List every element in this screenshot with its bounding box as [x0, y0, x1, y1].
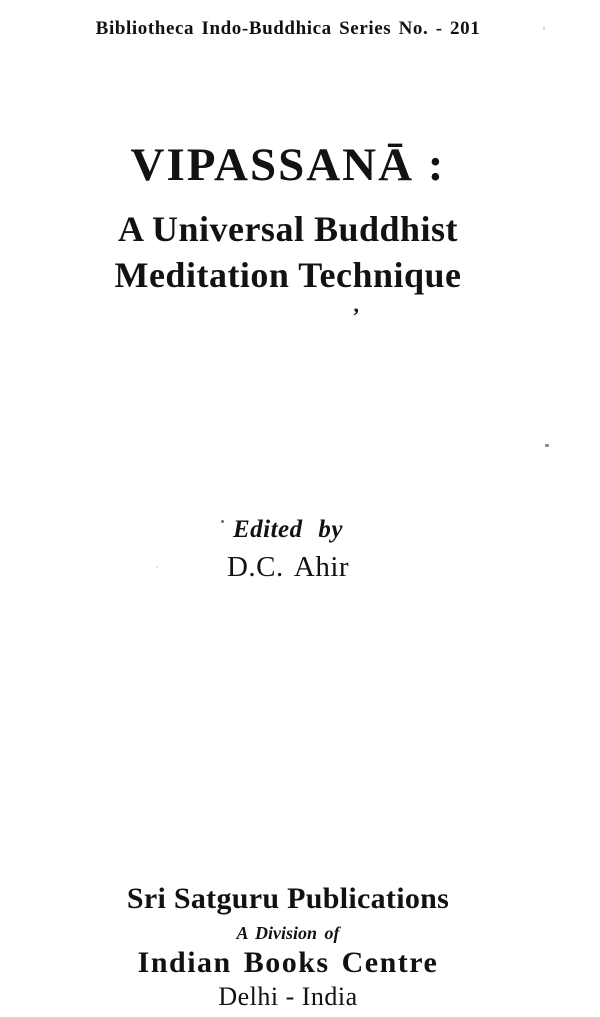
series-header: Bibliotheca Indo-Buddhica Series No. - 201 [95, 18, 481, 39]
book-subtitle-line1: A Universal Buddhist [117, 209, 459, 249]
scan-speck [156, 566, 158, 568]
edited-by-label: Edited by [232, 516, 343, 543]
scan-speck [545, 444, 549, 447]
book-subtitle-line2: Meditation Technique [114, 255, 462, 295]
publisher-name: Sri Satguru Publications [126, 882, 450, 915]
publisher-location: Delhi - India [218, 982, 358, 1011]
book-title: VIPASSANĀ : [130, 139, 446, 191]
division-label: A Division of [236, 923, 340, 943]
scan-speck [543, 27, 545, 30]
stray-punctuation-mark: ’ [352, 303, 360, 328]
editor-name: D.C. Ahir [226, 551, 350, 583]
scan-speck [221, 520, 224, 523]
parent-company-name: Indian Books Centre [137, 946, 439, 979]
